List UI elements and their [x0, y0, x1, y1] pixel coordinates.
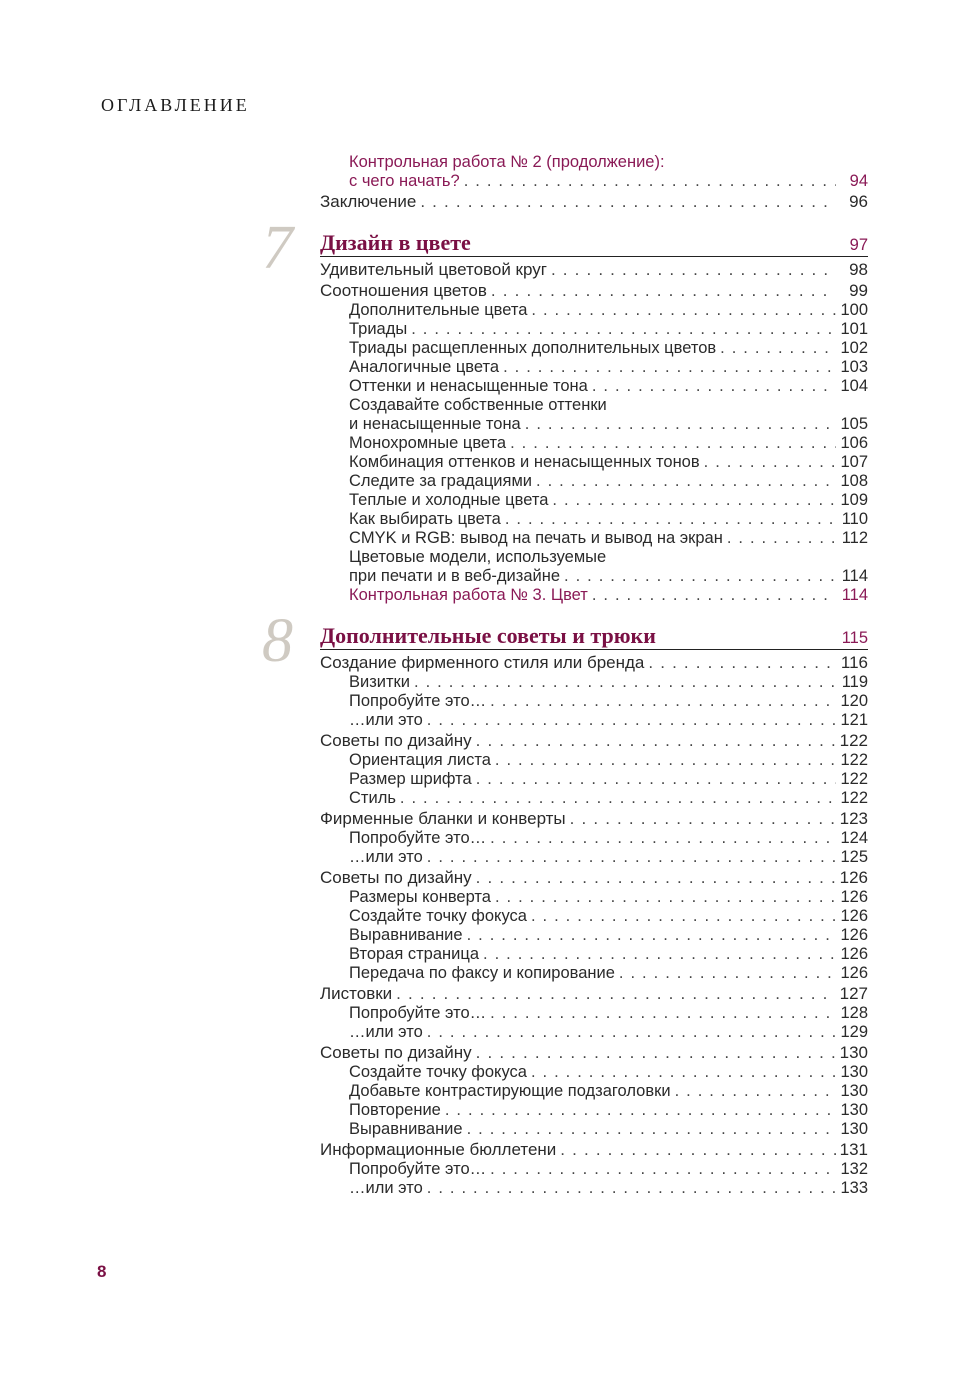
toc-entry[interactable]: [320, 867, 868, 888]
toc-leader-dots: [420, 191, 836, 212]
toc-entry-page: 112: [841, 529, 868, 547]
toc-entry-page: 130: [840, 1120, 868, 1138]
toc-entry-title: Листовки: [320, 984, 393, 1003]
toc-entry[interactable]: [320, 848, 868, 867]
toc-leader-dots: [490, 1004, 836, 1023]
toc-leader-dots: [476, 867, 836, 888]
toc-entry-page: 124: [840, 829, 868, 847]
toc-entry-title: …или это: [349, 848, 423, 866]
toc-entry[interactable]: [320, 692, 868, 711]
toc-leader-dots: [531, 907, 836, 926]
page-number: 8: [97, 1262, 107, 1281]
toc-entry[interactable]: [320, 1082, 868, 1101]
table-of-contents: [262, 153, 868, 1198]
toc-entry-title: Удивительный цветовой круг: [320, 260, 547, 279]
toc-entry-title: …или это: [349, 1023, 423, 1041]
toc-entry-page: 127: [839, 984, 868, 1003]
toc-entry[interactable]: [320, 1160, 868, 1179]
toc-entry-title: Контрольная работа № 2 (продолжение):: [349, 153, 665, 171]
toc-entry-title: Выравнивание: [349, 1120, 463, 1138]
toc-entry-page: 96: [849, 192, 868, 211]
toc-leader-dots: [720, 339, 836, 358]
toc-entry[interactable]: [320, 711, 868, 730]
toc-leader-dots: [400, 789, 836, 808]
toc-entry-title: Создание фирменного стиля или бренда: [320, 653, 645, 672]
toc-entry[interactable]: [320, 301, 868, 320]
toc-entry-page: 129: [840, 1023, 868, 1041]
toc-entry-page: 114: [841, 567, 868, 585]
toc-leader-dots: [675, 1082, 836, 1101]
toc-leader-dots: [510, 434, 836, 453]
toc-entry-title: Попробуйте это…: [349, 692, 487, 710]
toc-entry-title: …или это: [349, 711, 423, 729]
chapter-title: Дополнительные советы и трюки: [320, 623, 656, 648]
toc-leader-dots: [704, 453, 836, 472]
chapter-page: 115: [841, 629, 868, 647]
toc-entry[interactable]: [320, 472, 868, 491]
toc-entry-title: Аналогичные цвета: [349, 358, 500, 376]
toc-leader-dots: [505, 510, 836, 529]
toc-leader-dots: [727, 529, 836, 548]
toc-entry[interactable]: [320, 751, 868, 770]
toc-leader-dots: [427, 711, 836, 730]
toc-entry[interactable]: [320, 434, 868, 453]
toc-entry-title: Как выбирать цвета: [349, 510, 501, 528]
toc-entry[interactable]: [320, 153, 868, 172]
toc-entry-page: 133: [840, 1179, 868, 1197]
toc-entry-title: Советы по дизайну: [320, 868, 472, 887]
running-header: ОГЛАВЛЕНИЕ: [101, 95, 250, 115]
toc-entry[interactable]: [320, 907, 868, 926]
toc-entry-page: 122: [839, 731, 868, 750]
toc-entry[interactable]: [320, 1023, 868, 1042]
toc-entry-page: 108: [840, 472, 868, 490]
toc-entry-title: Оттенки и ненасыщенные тона: [349, 377, 588, 395]
toc-entry-title: Повторение: [349, 1101, 441, 1119]
toc-entry-title: Создайте точку фокуса: [349, 907, 527, 925]
toc-leader-dots: [464, 172, 836, 191]
toc-entry[interactable]: [320, 259, 868, 280]
toc-entry[interactable]: [320, 789, 868, 808]
toc-entry-page: 102: [840, 339, 868, 357]
toc-entry[interactable]: [320, 567, 868, 586]
toc-leader-dots: [564, 567, 836, 586]
toc-entry[interactable]: [320, 1101, 868, 1120]
toc-entry[interactable]: [320, 673, 868, 692]
toc-entry[interactable]: [320, 377, 868, 396]
toc-entry[interactable]: [320, 548, 868, 567]
toc-entry-page: 121: [840, 711, 868, 729]
toc-entry-title: Добавьте контрастирующие подзаголовки: [349, 1082, 671, 1100]
toc-leader-dots: [531, 301, 836, 320]
toc-entry-title: Стиль: [349, 789, 396, 807]
toc-leader-dots: [467, 1120, 836, 1139]
toc-entry-page: 120: [840, 692, 868, 710]
toc-entry-page: 132: [840, 1160, 868, 1178]
toc-entry-title: Создавайте собственные оттенки: [349, 396, 607, 414]
toc-leader-dots: [490, 829, 836, 848]
toc-entry[interactable]: [320, 964, 868, 983]
toc-entry-page: 100: [840, 301, 868, 319]
toc-entry[interactable]: [320, 829, 868, 848]
toc-leader-dots: [476, 730, 836, 751]
toc-entry-title: Теплые и холодные цвета: [349, 491, 549, 509]
toc-entry-title: Триады: [349, 320, 408, 338]
toc-entry-page: 131: [839, 1140, 868, 1159]
toc-leader-dots: [525, 415, 836, 434]
toc-entry-title: Ориентация листа: [349, 751, 491, 769]
toc-entry-title: CMYK и RGB: вывод на печать и вывод на экран: [349, 529, 723, 547]
toc-entry-page: 103: [840, 358, 868, 376]
toc-leader-dots: [483, 945, 836, 964]
toc-entry[interactable]: [320, 730, 868, 751]
toc-entry-page: 109: [840, 491, 868, 509]
chapter-page: 97: [849, 236, 868, 254]
toc-entry-page: 126: [840, 888, 868, 906]
toc-entry-title: Вторая страница: [349, 945, 479, 963]
toc-leader-dots: [648, 652, 836, 673]
toc-entry-title: Монохромные цвета: [349, 434, 507, 452]
toc-entry[interactable]: [320, 1004, 868, 1023]
toc-entry-title: Контрольная работа № 3. Цвет: [349, 586, 588, 604]
toc-entry-title: Передача по факсу и копирование: [349, 964, 615, 982]
toc-leader-dots: [560, 1139, 835, 1160]
toc-entry-page: 130: [840, 1082, 868, 1100]
toc-leader-dots: [531, 1063, 836, 1082]
toc-entry[interactable]: [320, 510, 868, 529]
toc-entry-title: Выравнивание: [349, 926, 463, 944]
toc-leader-dots: [427, 1023, 836, 1042]
toc-entry[interactable]: [320, 529, 868, 548]
chapter-title: Дизайн в цвете: [320, 230, 471, 255]
toc-entry-page: 126: [840, 907, 868, 925]
toc-entry-title: Соотношения цветов: [320, 281, 487, 300]
toc-entry-page: 105: [840, 415, 868, 433]
toc-entry[interactable]: [320, 1179, 868, 1198]
toc-entry-title: Советы по дизайну: [320, 1043, 472, 1062]
toc-entry-page: 126: [839, 868, 868, 887]
toc-entry-title: Попробуйте это…: [349, 829, 487, 847]
toc-entry-page: 106: [840, 434, 868, 452]
toc-entry-title: Информационные бюллетени: [320, 1140, 557, 1159]
toc-entry-title: Советы по дизайну: [320, 731, 472, 750]
toc-entry-title: Размеры конверта: [349, 888, 491, 906]
toc-entry-title: Фирменные бланки и конверты: [320, 809, 566, 828]
toc-entry-page: 122: [840, 789, 868, 807]
toc-entry-page: 107: [840, 453, 868, 471]
toc-leader-dots: [491, 280, 836, 301]
toc-entry-title: Триады расщепленных дополнительных цветов: [349, 339, 717, 357]
toc-entry[interactable]: [320, 1063, 868, 1082]
toc-leader-dots: [570, 808, 836, 829]
toc-entry[interactable]: [320, 339, 868, 358]
chapter-number: 7: [262, 214, 293, 282]
toc-leader-dots: [396, 983, 835, 1004]
toc-entry[interactable]: [320, 358, 868, 377]
toc-entry[interactable]: [320, 586, 868, 605]
toc-entry-page: 130: [840, 1101, 868, 1119]
toc-leader-dots: [495, 888, 836, 907]
toc-entry-title: Дополнительные цвета: [349, 301, 528, 319]
toc-entry-page: 119: [841, 673, 868, 691]
toc-entry-page: 114: [841, 586, 868, 604]
toc-leader-dots: [476, 770, 836, 789]
toc-entry[interactable]: [320, 1139, 868, 1160]
toc-entry-page: 126: [840, 964, 868, 982]
toc-leader-dots: [411, 320, 836, 339]
toc-leader-dots: [592, 377, 836, 396]
toc-entry-page: 98: [849, 260, 868, 279]
toc-entry-page: 123: [839, 809, 868, 828]
toc-entry[interactable]: [320, 983, 868, 1004]
toc-entry-title: Создайте точку фокуса: [349, 1063, 527, 1081]
toc-entry-title: Размер шрифта: [349, 770, 472, 788]
toc-entry[interactable]: [320, 1042, 868, 1063]
toc-entry-title: Попробуйте это…: [349, 1160, 487, 1178]
toc-entry-page: 128: [840, 1004, 868, 1022]
toc-entry[interactable]: [320, 926, 868, 945]
toc-entry-page: 125: [840, 848, 868, 866]
toc-entry[interactable]: [320, 888, 868, 907]
toc-entry-title: Визитки: [349, 673, 410, 691]
toc-entry-page: 122: [840, 751, 868, 769]
toc-entry[interactable]: [320, 320, 868, 339]
toc-leader-dots: [476, 1042, 836, 1063]
toc-leader-dots: [503, 358, 836, 377]
toc-entry[interactable]: [320, 808, 868, 829]
toc-entry-page: 99: [849, 281, 868, 300]
toc-entry-title: Цветовые модели, используемые: [349, 548, 607, 566]
toc-leader-dots: [490, 1160, 836, 1179]
toc-entry-page: 130: [840, 1063, 868, 1081]
toc-entry-title: Попробуйте это…: [349, 1004, 487, 1022]
toc-entry-title: Следите за градациями: [349, 472, 532, 490]
toc-entry-page: 94: [849, 172, 868, 190]
toc-leader-dots: [536, 472, 836, 491]
toc-leader-dots: [427, 1179, 836, 1198]
toc-entry[interactable]: [320, 491, 868, 510]
toc-entry-title: Комбинация оттенков и ненасыщенных тонов: [349, 453, 700, 471]
toc-entry-title: …или это: [349, 1179, 423, 1197]
toc-entry[interactable]: [320, 280, 868, 301]
toc-entry[interactable]: [320, 770, 868, 789]
toc-leader-dots: [592, 586, 836, 605]
toc-entry-title: и ненасыщенные тона: [349, 415, 521, 433]
chapter-number: 8: [262, 607, 293, 675]
toc-leader-dots: [467, 926, 836, 945]
toc-leader-dots: [414, 673, 836, 692]
toc-entry[interactable]: [320, 652, 868, 673]
toc-leader-dots: [552, 491, 836, 510]
toc-leader-dots: [619, 964, 836, 983]
toc-entry[interactable]: [320, 453, 868, 472]
toc-leader-dots: [445, 1101, 836, 1120]
toc-entry[interactable]: [320, 172, 868, 191]
toc-entry-page: 126: [840, 945, 868, 963]
toc-entry[interactable]: [320, 396, 868, 415]
toc-entry[interactable]: [320, 415, 868, 434]
toc-entry-title: Заключение: [320, 192, 417, 211]
toc-entry-page: 104: [840, 377, 868, 395]
toc-entry-title: при печати и в веб-дизайне: [349, 567, 561, 585]
toc-leader-dots: [427, 848, 836, 867]
toc-entry-page: 122: [840, 770, 868, 788]
toc-entry[interactable]: [320, 1120, 868, 1139]
toc-leader-dots: [490, 692, 836, 711]
toc-leader-dots: [495, 751, 836, 770]
toc-entry-page: 101: [840, 320, 868, 338]
toc-leader-dots: [551, 259, 836, 280]
toc-entry-page: 110: [841, 510, 868, 528]
toc-entry-page: 116: [840, 653, 868, 672]
toc-entry-title: с чего начать?: [349, 172, 460, 190]
toc-entry[interactable]: [320, 945, 868, 964]
toc-entry-page: 130: [839, 1043, 868, 1062]
toc-entry-page: 126: [840, 926, 868, 944]
toc-entry[interactable]: [320, 191, 868, 212]
